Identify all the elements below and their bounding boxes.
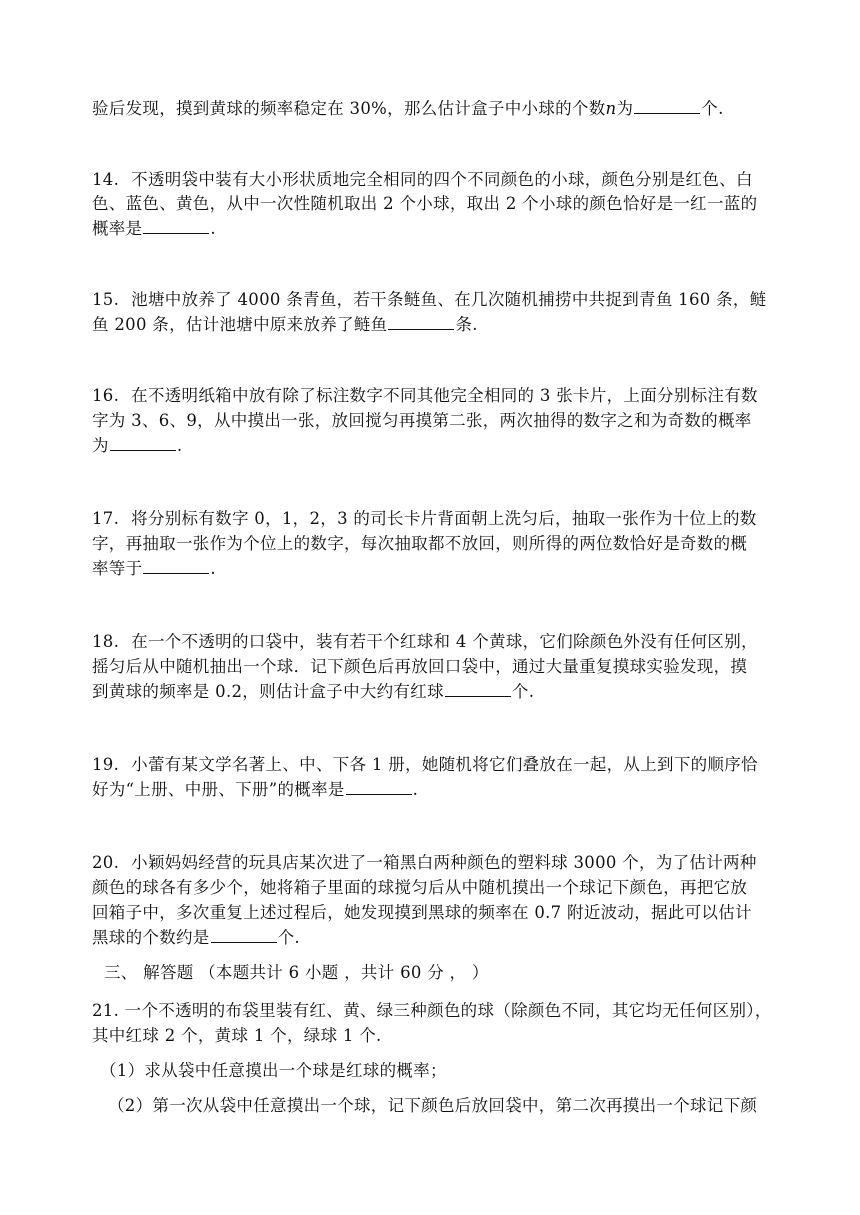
q20-text-end: 个. <box>277 928 300 947</box>
q15-number: 15. <box>92 290 120 309</box>
q21-part-1: （1）求从袋中任意摸出一个球是红球的概率； <box>100 1061 447 1080</box>
q21-line-1: 21. 一个不透明的布袋里装有红、黄、绿三种颜色的球（除颜色不同，其它均无任何区别）， <box>92 1001 772 1020</box>
q18-line-3 <box>92 681 782 703</box>
q14-answer-blank[interactable] <box>143 219 209 234</box>
q18-line-2: 摇匀后从中随机抽出一个球．记下颜色后再放回口袋中，通过大量重复摸球实验发现，摸 <box>92 657 748 676</box>
q17-text-end: . <box>210 559 216 578</box>
q17-text: 将分别标有数字 0，1，2，3 的司长卡片背面朝上洗匀后，抽取一张作为十位上的数 <box>131 509 757 528</box>
q19-text: 小蕾有某文学名著上、中、下各 1 册，她随机将它们叠放在一起，从上到下的顺序恰 <box>131 755 758 774</box>
q19-answer-blank[interactable] <box>346 780 412 795</box>
q16-text-end: . <box>176 436 183 455</box>
q16-line-1 <box>92 385 782 407</box>
q14-text-before: 概率是 <box>92 219 143 238</box>
q14-text: 不透明袋中装有大小形状质地完全相同的四个不同颜色的小球，颜色分别是红色、白 <box>131 170 753 189</box>
q16-answer-blank[interactable] <box>110 436 176 451</box>
q17-line-2: 字，再抽取一张作为个位上的数字，每次抽取都不放回，则所得的两位数恰好是奇数的概 <box>92 534 748 553</box>
q20-line-1 <box>92 852 782 874</box>
q16-text-before: 为 <box>92 436 109 455</box>
q14-text-end: . <box>210 219 216 238</box>
q18-answer-blank[interactable] <box>445 682 511 697</box>
q20-text-before: 黑球的个数约是 <box>92 928 210 947</box>
q13-text-mid: 为 <box>616 99 634 118</box>
q15-text: 池塘中放养了 4000 条青鱼，若干条鲢鱼、在几次随机捕捞中共捉到青鱼 160 条，鲢 <box>131 290 767 309</box>
section-3-heading: 三、 解答题 （本题共计 6 小题 ，共计 60 分 ， ） <box>104 963 489 982</box>
q13-line-1 <box>92 98 782 120</box>
q20-number: 20. <box>92 853 120 872</box>
q18-line-1 <box>92 631 782 653</box>
q13-variable: n <box>605 99 617 118</box>
q15-line-2 <box>92 314 782 336</box>
q14-line-1 <box>92 169 782 191</box>
q20-text: 小颖妈妈经营的玩具店某次进了一箱黑白两种颜色的塑料球 3000 个，为了估计两种 <box>131 853 757 872</box>
q13-text: 验后发现，摸到黄球的频率稳定在 30%，那么估计盒子中小球的个数 <box>92 99 606 118</box>
q16-text: 在不透明纸箱中放有除了标注数字不同其他完全相同的 3 张卡片，上面分别标注有数 <box>131 386 758 405</box>
q18-text-end: 个. <box>511 682 535 701</box>
q20-line-3: 回箱子中，多次重复上述过程后，她发现摸到黑球的频率在 0.7 附近波动，据此可以估计 <box>92 903 752 922</box>
q18-text-before: 到黄球的频率是 0.2，则估计盒子中大约有红球 <box>92 682 444 701</box>
q20-answer-blank[interactable] <box>211 928 277 943</box>
q17-number: 17. <box>92 509 120 528</box>
q15-text-end: 条. <box>455 315 478 334</box>
q15-answer-blank[interactable] <box>388 315 454 330</box>
q14-line-2: 色、蓝色、黄色，从中一次性随机取出 2 个小球，取出 2 个小球的颜色恰好是一红一蓝的 <box>92 194 758 213</box>
q16-line-2: 字为 3、6、9，从中摸出一张，放回搅匀再摸第二张，两次抽得的数字之和为奇数的概率 <box>92 411 752 430</box>
q19-text-before: 好为“上册、中册、下册”的概率是 <box>92 780 345 799</box>
q14-number: 14. <box>92 170 120 189</box>
q13-text-end: 个. <box>701 99 724 118</box>
q16-line-3 <box>92 435 782 457</box>
q21-part-2: （2）第一次从袋中任意摸出一个球，记下颜色后放回袋中，第二次再摸出一个球记下颜 <box>108 1096 758 1115</box>
q18-text: 在一个不透明的口袋中，装有若干个红球和 4 个黄球，它们除颜色外没有任何区别， <box>131 632 758 651</box>
q17-text-before: 率等于 <box>92 559 143 578</box>
q14-line-3 <box>92 218 782 240</box>
q19-line-2 <box>92 779 782 801</box>
q15-line-1 <box>92 289 782 311</box>
q16-number: 16. <box>92 386 120 405</box>
q19-line-1 <box>92 754 782 776</box>
q13-answer-blank[interactable] <box>634 99 700 114</box>
q17-line-1 <box>92 508 782 530</box>
q20-line-4 <box>92 927 782 949</box>
q17-answer-blank[interactable] <box>143 559 209 574</box>
q17-line-3 <box>92 558 782 580</box>
q20-line-2: 颜色的球各有多少个，她将箱子里面的球搅匀后从中随机摸出一个球记下颜色，再把它放 <box>92 878 748 897</box>
q19-text-end: . <box>412 780 419 799</box>
q19-number: 19. <box>92 755 120 774</box>
q15-text-before: 鱼 200 条，估计池塘中原来放养了鲢鱼 <box>92 315 388 334</box>
q18-number: 18. <box>92 632 120 651</box>
q21-line-2: 其中红球 2 个，黄球 1 个，绿球 1 个. <box>92 1026 382 1045</box>
